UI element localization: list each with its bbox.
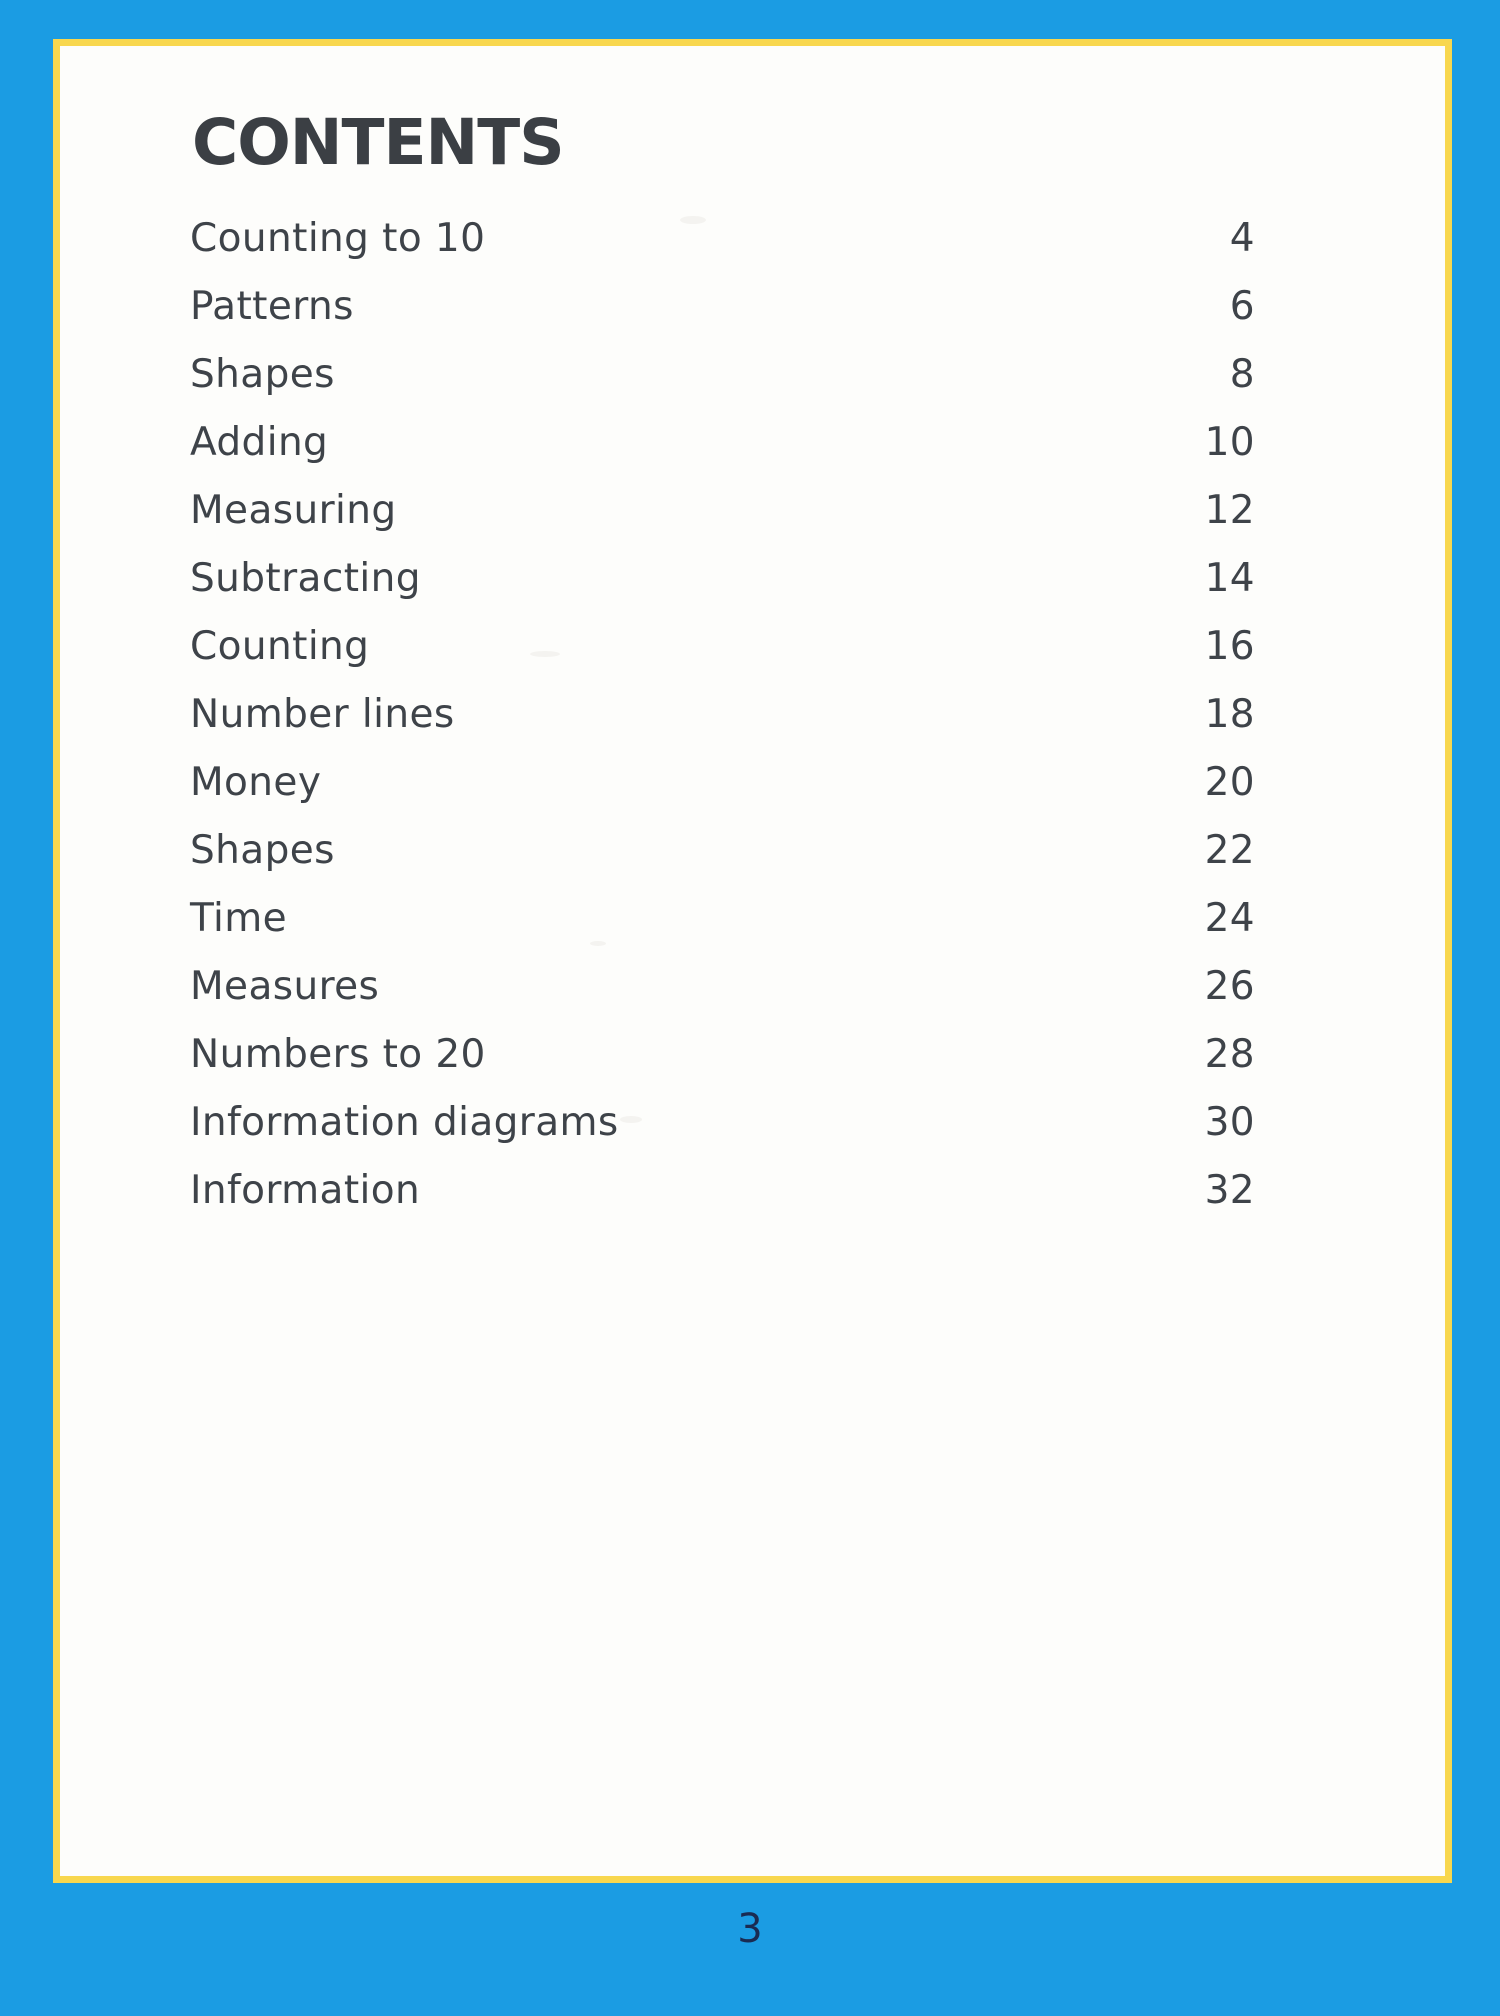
toc-entry[interactable] [190, 341, 1255, 409]
toc-entry[interactable] [190, 1021, 1255, 1089]
toc-entry[interactable] [190, 477, 1255, 545]
toc-entry[interactable] [190, 817, 1255, 885]
toc-entry[interactable] [190, 953, 1255, 1021]
toc-entry-label: Measures [190, 964, 380, 1009]
toc-entry-label: Numbers to 20 [190, 1032, 486, 1077]
toc-entry-label: Shapes [190, 828, 335, 873]
content-column [182, 106, 1365, 1225]
toc-entry-page: 14 [1204, 556, 1255, 601]
toc-entry-label: Time [190, 896, 288, 941]
toc-entry-label: Information [190, 1168, 421, 1213]
toc-entry-label: Information diagrams [190, 1100, 619, 1145]
table-of-contents [190, 205, 1255, 1225]
toc-entry-label: Counting to 10 [190, 216, 486, 261]
toc-entry-page: 4 [1229, 216, 1255, 261]
toc-entry-label: Counting [190, 624, 370, 669]
toc-entry-page: 10 [1204, 420, 1255, 465]
toc-entry-page: 22 [1204, 828, 1255, 873]
toc-entry-label: Adding [190, 420, 329, 465]
toc-entry-label: Subtracting [190, 556, 421, 601]
toc-entry[interactable] [190, 681, 1255, 749]
toc-entry-label: Patterns [190, 284, 354, 329]
toc-entry[interactable] [190, 545, 1255, 613]
toc-entry-page: 30 [1204, 1100, 1255, 1145]
toc-entry[interactable] [190, 273, 1255, 341]
toc-entry[interactable] [190, 205, 1255, 273]
toc-entry-label: Measuring [190, 488, 397, 533]
toc-entry-page: 28 [1204, 1032, 1255, 1077]
toc-entry-label: Money [190, 760, 322, 805]
toc-entry-page: 32 [1204, 1168, 1255, 1213]
toc-entry-page: 16 [1204, 624, 1255, 669]
page-paper [60, 46, 1445, 1876]
toc-entry-page: 18 [1204, 692, 1255, 737]
toc-entry-page: 6 [1229, 284, 1255, 329]
page-number: 3 [737, 1906, 763, 1952]
toc-entry-page: 26 [1204, 964, 1255, 1009]
page-border [53, 39, 1452, 1883]
toc-entry-label: Shapes [190, 352, 335, 397]
toc-entry-page: 20 [1204, 760, 1255, 805]
toc-entry[interactable] [190, 613, 1255, 681]
toc-entry[interactable] [190, 749, 1255, 817]
page-title: CONTENTS [192, 106, 564, 179]
toc-entry[interactable] [190, 409, 1255, 477]
toc-entry-label: Number lines [190, 692, 455, 737]
toc-entry-page: 12 [1204, 488, 1255, 533]
toc-entry[interactable] [190, 885, 1255, 953]
toc-entry-page: 24 [1204, 896, 1255, 941]
toc-entry[interactable] [190, 1157, 1255, 1225]
toc-entry[interactable] [190, 1089, 1255, 1157]
toc-entry-page: 8 [1229, 352, 1255, 397]
